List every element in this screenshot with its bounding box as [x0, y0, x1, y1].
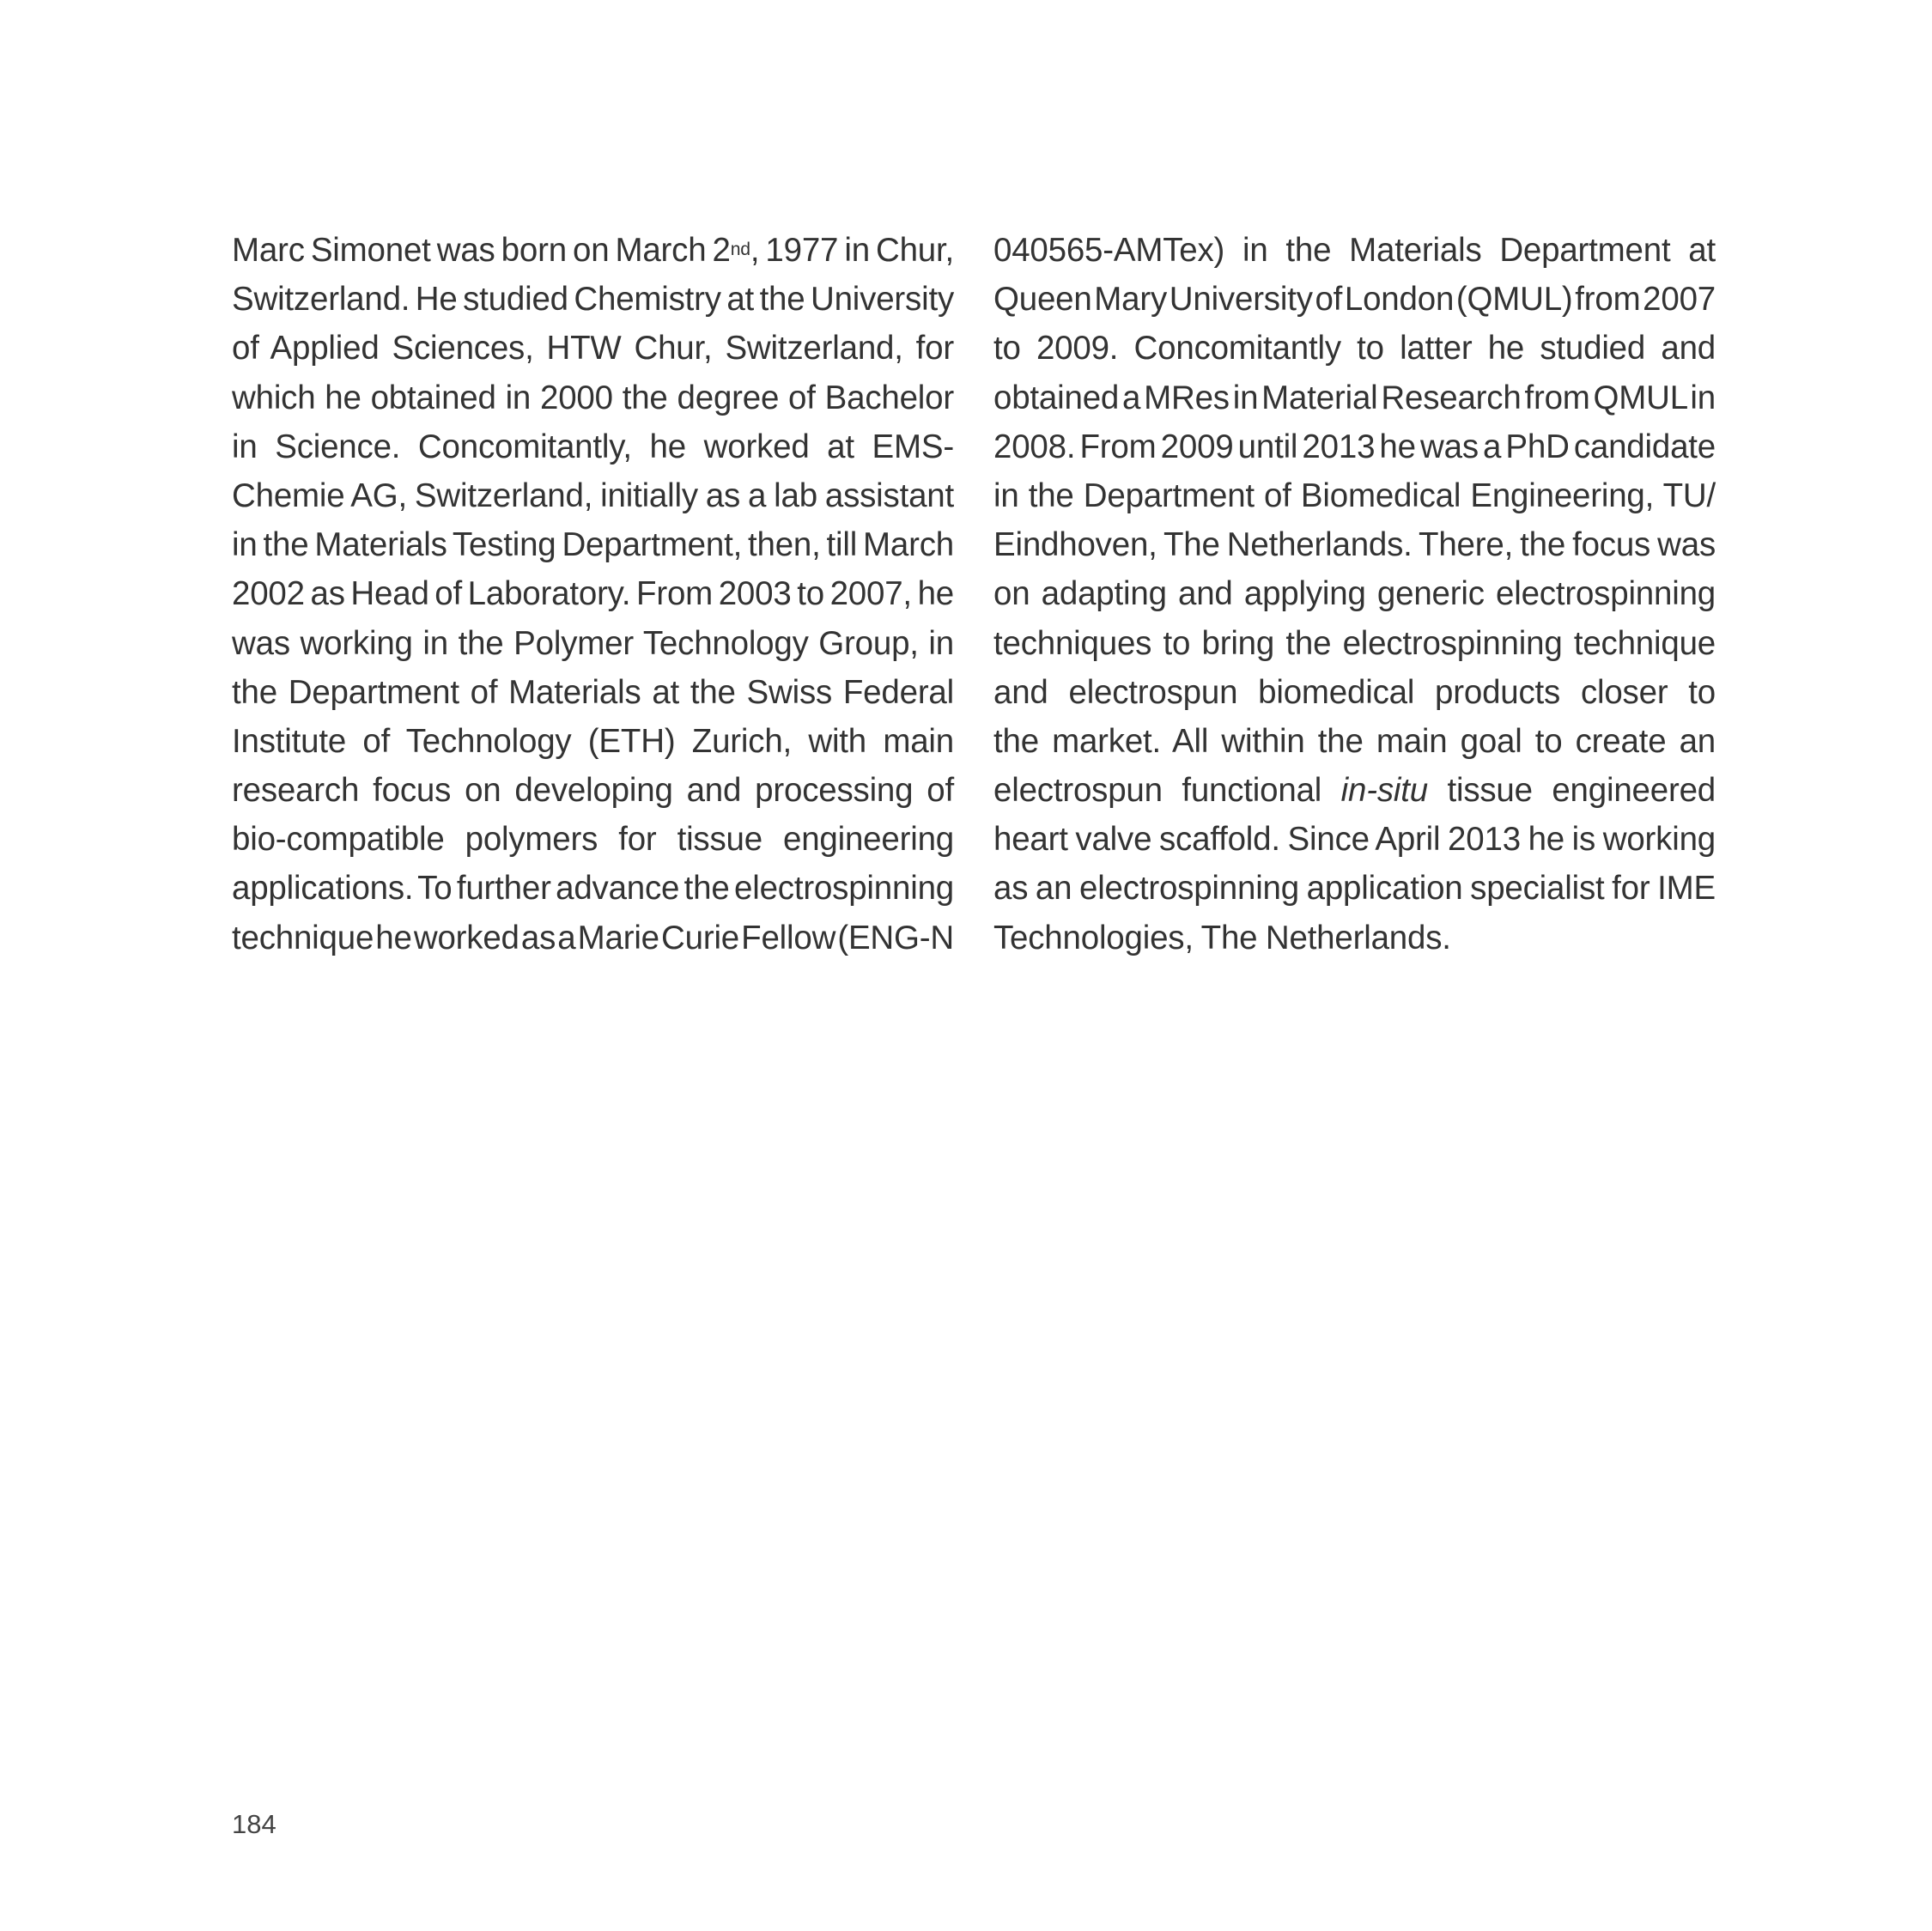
text-line: research focus on developing and processing of: [232, 772, 954, 810]
text-line: Eindhoven, The Netherlands. There, the focus was: [993, 526, 1716, 564]
text-line: 2008. From 2009 until 2013 he was a PhD candidate: [993, 428, 1716, 465]
text-line: which he obtained in 2000 the degree of Bachelor: [232, 379, 954, 416]
text-line: applications. To further advance the electrospinning: [232, 870, 954, 908]
text-line: of Applied Sciences, HTW Chur, Switzerland, for: [232, 330, 954, 367]
biography-right-column: [993, 226, 1716, 962]
text-line: in the Department of Biomedical Engineering, TU/: [993, 477, 1716, 514]
text-line: heart valve scaffold. Since April 2013 he is working: [993, 821, 1716, 859]
text-line: 2002 as Head of Laboratory. From 2003 to 2007, he: [232, 575, 954, 613]
text-line: Marc Simonet was born on March 2nd, 1977 in Chur,: [232, 232, 954, 269]
text-line: obtained a MRes in Material Research from QMUL in: [993, 379, 1716, 416]
italic-term: in-situ: [1340, 772, 1428, 810]
text-line: bio-compatible polymers for tissue engineering: [232, 821, 954, 859]
ordinal-superscript: nd: [730, 239, 750, 259]
text-line: in Science. Concomitantly, he worked at EMS-: [232, 428, 954, 465]
text-line: was working in the Polymer Technology Group, in: [232, 624, 954, 662]
text-line: and electrospun biomedical products closer to: [993, 673, 1716, 711]
text-line: on adapting and applying generic electrospinning: [993, 575, 1716, 613]
text-line: Switzerland. He studied Chemistry at the University: [232, 281, 954, 319]
text-line: in the Materials Testing Department, then, till March: [232, 526, 954, 564]
text-line: the market. All within the main goal to create an: [993, 722, 1716, 760]
text-line: Queen Mary University of London (QMUL) from 2007: [993, 281, 1716, 319]
text-line: to 2009. Concomitantly to latter he studied and: [993, 330, 1716, 367]
text-line: Institute of Technology (ETH) Zurich, with main: [232, 722, 954, 760]
text-line: as an electrospinning application specialist for IME: [993, 870, 1716, 908]
text-line: Chemie AG, Switzerland, initially as a lab assistant: [232, 477, 954, 514]
biography-left-column: [232, 226, 954, 962]
page-number: 184: [232, 1809, 276, 1839]
text-line: technique he worked as a Marie Curie Fellow (ENG-N: [232, 919, 954, 956]
text-line: electrospun functional in-situ tissue engineered: [993, 772, 1716, 810]
text-line: Technologies, The Netherlands.: [993, 919, 1451, 956]
text-line: the Department of Materials at the Swiss Federal: [232, 673, 954, 711]
text-line: techniques to bring the electrospinning technique: [993, 624, 1716, 662]
text-line: 040565-AMTex) in the Materials Department at: [993, 232, 1716, 269]
